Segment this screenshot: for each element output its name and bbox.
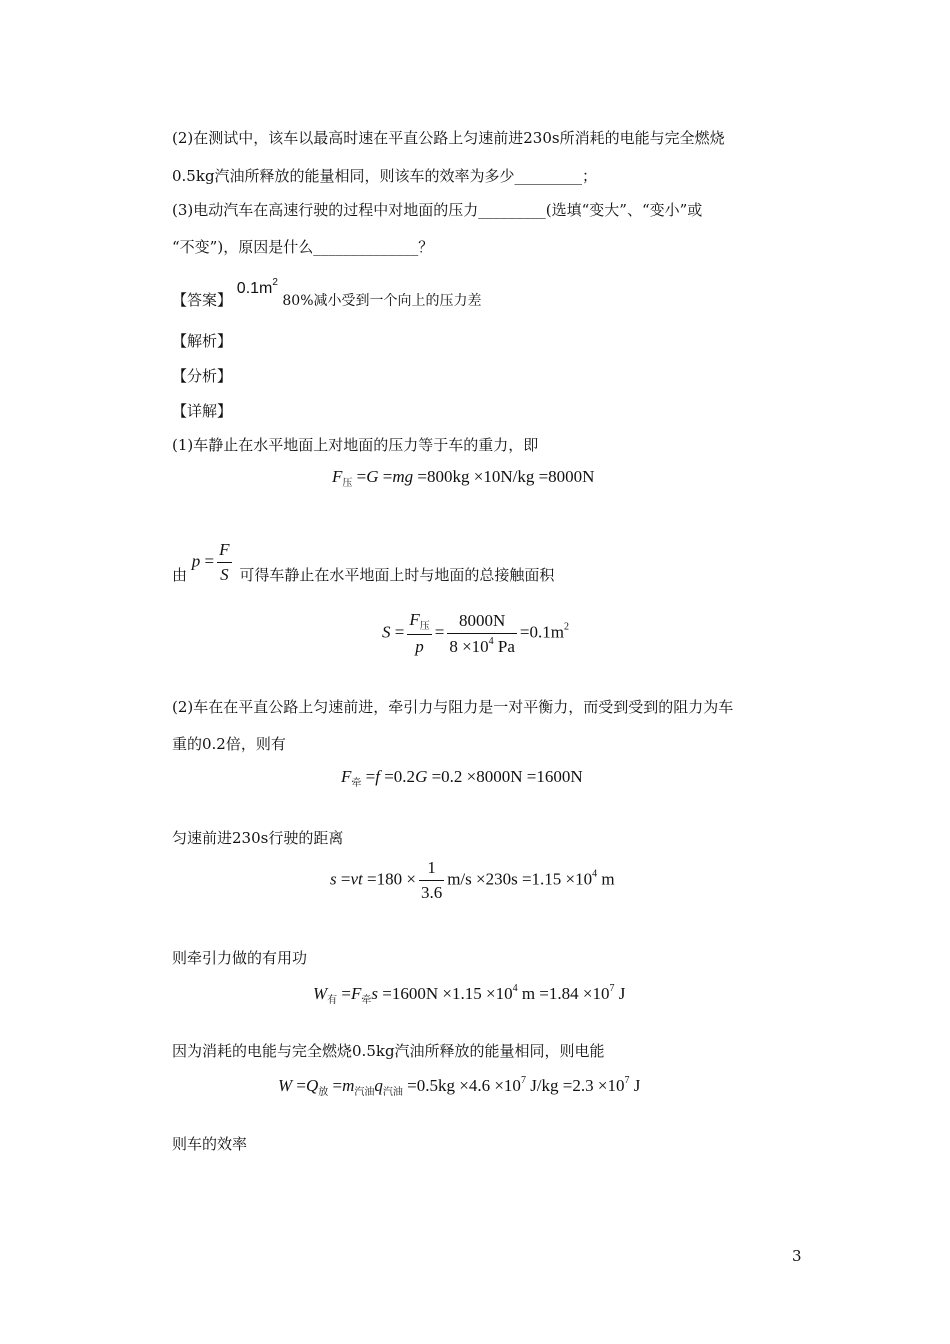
equation-work: $W_有 =F_牵s =1600N \times 1.15 \times 10^4$ $m =1.84 \times 10^7$ J xyxy=(313,983,626,1006)
equation-traction: $F_牵 =f =0.2G =0.2 \times 8000N =1600N$ xyxy=(341,767,583,789)
answer-area: 0.1m xyxy=(236,280,273,297)
work-line: 则牵引力做的有用功 xyxy=(172,949,308,967)
detail-label: 【详解】 xyxy=(172,402,233,420)
question-3-line-2: “不变”)，原因是什么______________？ xyxy=(172,238,434,256)
fenxi-label: 【分析】 xyxy=(172,367,233,385)
by-word: 由 xyxy=(172,566,188,585)
question-2-line-1: (2)在测试中，该车以最高时速在平直公路上匀速前进230s所消耗的电能与完全燃烧 xyxy=(172,129,725,147)
equation-distance: s =vt =180 × $\frac{1}{3.6}$ $m/s \times 230s =1.15 \times 10^4$ m xyxy=(330,858,615,902)
analysis-label: 【解析】 xyxy=(172,332,233,350)
equation-area: S = $\frac{F_压}{p}$ = $\frac{8000N}{8 \times 10^4 Pa}$ $=0.1m^2$ xyxy=(382,610,569,656)
answer-line: 【答案】 $0.1m^2$ 80%减小受到一个向上的压力差 xyxy=(172,277,482,309)
answer-label: 【答案】 xyxy=(172,291,233,309)
detail-2-line-1: (2)车在在平直公路上匀速前进，牵引力与阻力是一对平衡力，而受到受到的阻力为车 xyxy=(172,698,734,716)
equation-pressure-force: $F_压 =G =mg =800kg \times 10N/kg =8000N$ xyxy=(332,467,595,489)
question-3-line-1: (3)电动汽车在高速行驶的过程中对地面的压力_________(选填“变大”、“变小”或 xyxy=(172,201,703,219)
efficiency-line: 则车的效率 xyxy=(172,1135,248,1153)
detail-2-line-2: 重的0.2倍，则有 xyxy=(172,735,286,753)
equation-energy: $W =Q_放 =m_{汽油}q_{汽油} =0.5kg \times 4.6 \times 10^7$ $J/kg =2.3 \times 10^7$ J xyxy=(278,1075,641,1098)
by-rest: 可得车静止在水平地面上时与地面的总接触面积 xyxy=(239,566,555,585)
energy-line: 因为消耗的电能与完全燃烧0.5kg汽油所释放的能量相同，则电能 xyxy=(172,1042,605,1060)
question-2-line-2: 0.5kg汽油所释放的能量相同，则该车的效率为多少_________； xyxy=(172,167,598,185)
detail-1: (1)车静止在水平地面上对地面的压力等于车的重力，即 xyxy=(172,436,539,454)
answer-rest: 80%减小受到一个向上的压力差 xyxy=(282,293,482,309)
distance-line: 匀速前进230s行驶的距离 xyxy=(172,829,344,847)
page-number: 3 xyxy=(792,1247,802,1265)
pressure-formula-line: 由 p = $\frac{F}{S}$ 可得车静止在水平地面上时与地面的总接触面积 xyxy=(172,540,555,585)
